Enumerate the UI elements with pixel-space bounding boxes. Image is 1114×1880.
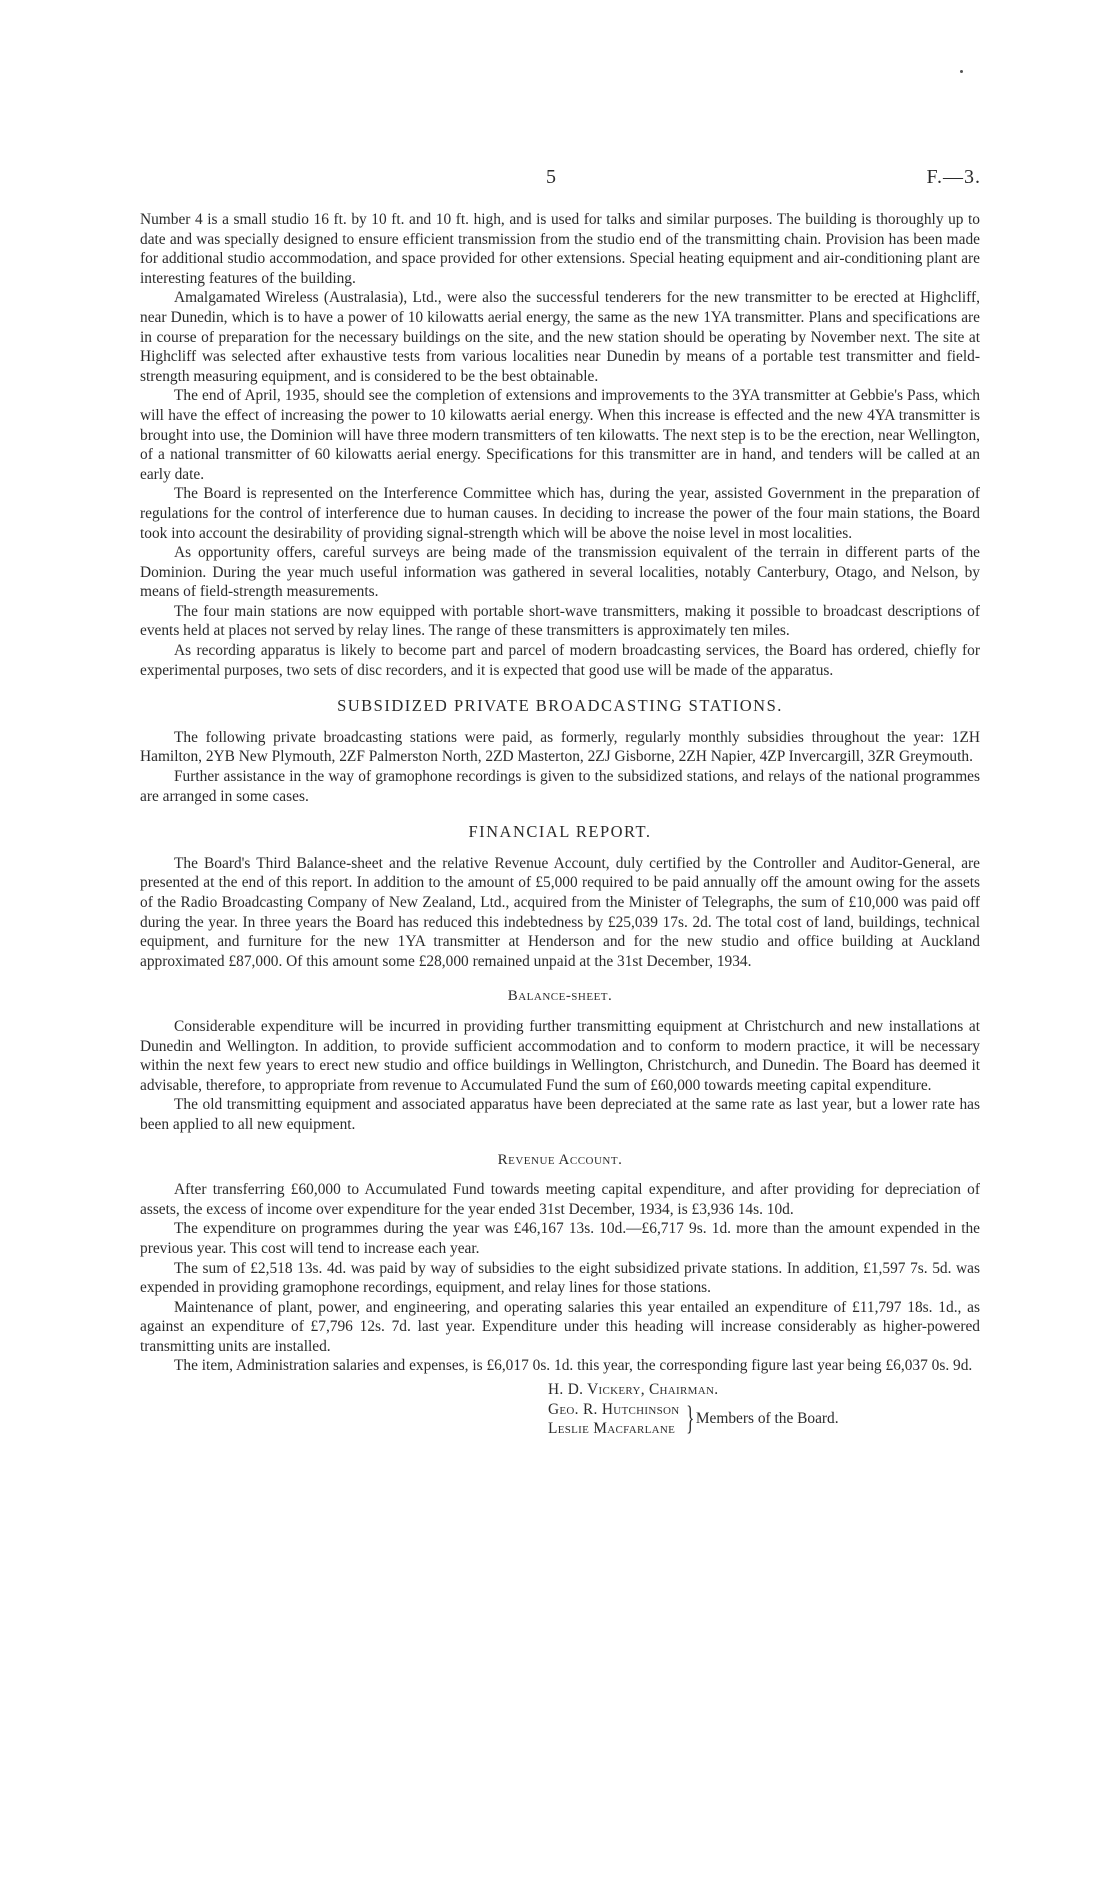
paragraph: The item, Administration salaries and expenses, is £6,017 0s. 1d. this year, the corresponding figure last year being £6,037 0s. 9d.: [174, 1357, 973, 1375]
paragraph: After transferring £60,000 to Accumulated Fund towards meeting capital expenditure, and after providing for depreciation of assets, the excess of income over expenditure for the year ended 31st December, 1934, is £3,936 14s. 10d.: [140, 1181, 980, 1218]
paragraph: Number 4 is a small studio 16 ft. by 10 ft. and 10 ft. high, and is used for talks and similar purposes. The building is thoroughly up to date and was specially designed to ensure efficient transmission from the studio end of the transmitting chain. Provision has been made for additional studio accommodation, and space provided for other extensions. Special heating equipment and air-conditioning plant are interesting features of the building.: [140, 211, 980, 287]
subheading-balance-sheet: Balance-sheet.: [507, 988, 613, 1005]
signature-member: Leslie Macfarlane: [548, 1420, 676, 1438]
section-heading-subsidized: SUBSIDIZED PRIVATE BROADCASTING STATIONS.: [337, 696, 783, 716]
brace-glyph: }: [685, 1400, 694, 1438]
subheading-revenue-account: Revenue Account.: [497, 1151, 623, 1168]
document-body: [140, 210, 980, 1440]
paragraph: Further assistance in the way of gramophone recordings is given to the subsidized stations, and relays of the national programmes are arranged in some cases.: [140, 768, 980, 805]
paragraph: Amalgamated Wireless (Australasia), Ltd., were also the successful tenderers for the new transmitter to be erected at Highcliff, near Dunedin, which is to have a power of 10 kilowatts aerial energy, the same as the new 1YA transmitter. Plans and specifications are in course of preparation for the necessary buildings on the site, and the new station should be operating by November next. The site at Highcliff was selected after exhaustive tests from various localities near Dunedin by means of a portable test transmitter and field-strength measuring equipment, and is considered to be the best obtainable.: [140, 289, 980, 385]
document-code: F.—3.: [926, 166, 981, 188]
paragraph: The Board's Third Balance-sheet and the relative Revenue Account, duly certified by the Controller and Auditor-General, are presented at the end of this report. In addition to the amount of £5,000 required to be paid annually off the amount owing for the assets of the Radio Broadcasting Company of New Zealand, Ltd., acquired from the Minister of Telegraphs, the sum of £10,000 was paid off during the year. In three years the Board has reduced this indebtedness by £25,039 17s. 2d. The total cost of land, buildings, technical equipment, and furniture for the new 1YA transmitter at Henderson and for the new studio and office building at Auckland approximated £87,000. Of this amount some £28,000 remained unpaid at the 31st December, 1934.: [140, 854, 980, 970]
paragraph: The expenditure on programmes during the year was £46,167 13s. 10d.—£6,717 9s. 1d. more than the amount expended in the previous year. This cost will tend to increase each year.: [140, 1220, 980, 1257]
signature-members: [548, 1400, 980, 1439]
paragraph: The sum of £2,518 13s. 4d. was paid by way of subsidies to the eight subsidized private stations. In addition, £1,597 7s. 5d. was expended in providing gramophone recordings, equipment, and relay lines for those stations.: [140, 1259, 980, 1297]
paragraph: Maintenance of plant, power, and engineering, and operating salaries this year entailed an expenditure of £11,797 18s. 1d., as against an expenditure of £7,796 12s. 7d. last year. Expenditure under this heading will increase considerably as higher-powered transmitting units are installed.: [140, 1298, 980, 1355]
signature-member: Geo. R. Hutchinson: [548, 1400, 680, 1418]
paragraph: As opportunity offers, careful surveys are being made of the transmission equivalent of the terrain in different parts of the Dominion. During the year much useful information was gathered in several localities, notably Canterbury, Otago, and Nelson, by means of field-strength measurements.: [140, 544, 980, 601]
paragraph: The four main stations are now equipped with portable short-wave transmitters, making it possible to broadcast descriptions of events held at places not served by relay lines. The range of these transmitters is approximately ten miles.: [140, 602, 980, 640]
signature-chairman: H. D. Vickery, Chairman.: [548, 1381, 719, 1399]
paragraph: As recording apparatus is likely to become part and parcel of modern broadcasting services, the Board has ordered, chiefly for experimental purposes, two sets of disc recorders, and it is expected that good use will be made of the apparatus.: [140, 642, 980, 679]
paragraph: The old transmitting equipment and associated apparatus have been depreciated at the same rate as last year, but a lower rate has been applied to all new equipment.: [140, 1096, 980, 1133]
section-heading-financial: FINANCIAL REPORT.: [468, 822, 652, 842]
member-names: [548, 1400, 680, 1439]
paragraph: The end of April, 1935, should see the completion of extensions and improvements to the 3YA transmitter at Gebbie's Pass, which will have the effect of increasing the power to 10 kilowatts aerial energy. When this increase is effected and the new 4YA transmitter is brought into use, the Dominion will have three modern transmitters of ten kilowatts. The next step is to be the erection, near Wellington, of a national transmitter of 60 kilowatts aerial energy. Specifications for this transmitter are in hand, and tenders will be called at an early date.: [140, 387, 980, 483]
paragraph: The following private broadcasting stations were paid, as formerly, regularly monthly subsidies throughout the year: 1ZH Hamilton, 2YB New Plymouth, 2ZF Palmerston North, 2ZD Masterton, 2ZJ Gisborne, 2ZH Napier, 4ZP Invercargill, 3ZR Greymouth.: [140, 728, 980, 766]
members-label: Members of the Board.: [695, 1410, 839, 1428]
paragraph: The Board is represented on the Interference Committee which has, during the year, assisted Government in the preparation of regulations for the control of interference due to human causes. In deciding to increase the power of the four main stations, the Board took into account the desirability of providing signal-strength which will be above the noise level in most localities.: [140, 485, 980, 542]
signature-block: [548, 1380, 980, 1440]
page-header: [0, 166, 1114, 196]
scan-speck: [960, 70, 963, 73]
page-number: 5: [546, 166, 556, 188]
paragraph: Considerable expenditure will be incurred in providing further transmitting equipment at Christchurch and new installations at Dunedin and Wellington. In addition, to provide sufficient accommodation and to conform to modern practice, it will be necessary within the next few years to erect new studio and office buildings in Wellington, Christchurch, and Dunedin. The Board has deemed it advisable, therefore, to appropriate from revenue to Accumulated Fund the sum of £60,000 towards meeting capital expenditure.: [140, 1017, 980, 1094]
